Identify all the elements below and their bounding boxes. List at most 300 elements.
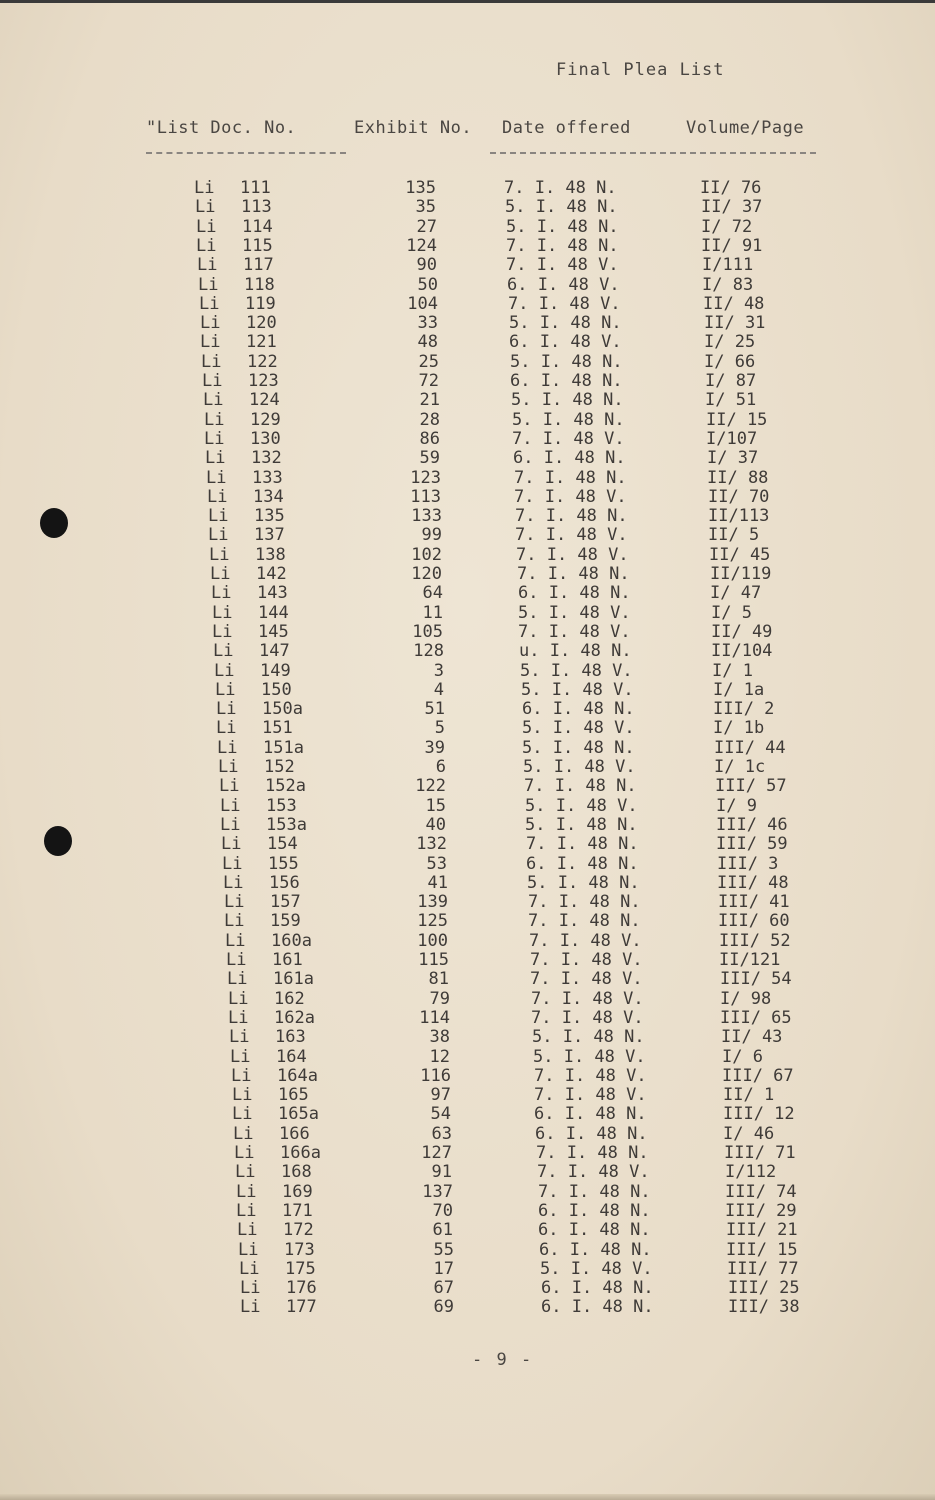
row-volume-page: II/121 — [719, 950, 781, 970]
table-row — [0, 699, 935, 718]
row-date-offered: 7. I. 48 V. — [537, 1162, 650, 1183]
row-exhibit-no: 105 — [412, 621, 443, 642]
row-date-offered: 5. I. 48 N. — [505, 197, 618, 218]
page-title: Final Plea List — [556, 60, 725, 80]
row-prefix: Li — [224, 892, 245, 913]
row-date-offered: 7. I. 48 V. — [534, 1065, 647, 1086]
row-exhibit-no: 120 — [411, 564, 442, 584]
row-date-offered: 6. I. 48 V. — [507, 274, 620, 295]
row-prefix: Li — [226, 950, 247, 970]
table-row — [0, 1085, 935, 1104]
row-volume-page: II/ 45 — [709, 544, 771, 565]
row-prefix: Li — [225, 930, 246, 951]
row-date-offered: 6. I. 48 N. — [526, 853, 639, 874]
table-row — [0, 622, 935, 641]
row-prefix: Li — [228, 1007, 249, 1028]
row-date-offered: 5. I. 48 V. — [522, 718, 635, 739]
row-doc-no: 137 — [254, 525, 285, 546]
row-exhibit-no: 127 — [421, 1143, 452, 1163]
row-date-offered: 7. I. 48 V. — [506, 255, 619, 276]
row-doc-no: 154 — [267, 834, 298, 855]
row-prefix: Li — [209, 544, 230, 565]
row-date-offered: 5. I. 48 N. — [509, 313, 622, 334]
row-volume-page: II/ 1 — [723, 1085, 775, 1106]
row-prefix: Li — [231, 1065, 252, 1086]
row-exhibit-no: 3 — [433, 660, 444, 681]
row-doc-no: 162a — [274, 1007, 315, 1028]
row-volume-page: III/ 65 — [720, 1007, 792, 1028]
table-row — [0, 410, 935, 429]
row-exhibit-no: 133 — [411, 506, 442, 527]
row-exhibit-no: 41 — [427, 872, 448, 893]
row-prefix: Li — [235, 1162, 256, 1183]
row-doc-no: 130 — [250, 428, 281, 449]
row-doc-no: 165 — [278, 1085, 309, 1106]
row-date-offered: 7. I. 48 N. — [514, 467, 627, 488]
row-prefix: Li — [208, 506, 229, 527]
table-row — [0, 448, 935, 467]
table-row — [0, 892, 935, 911]
table-row — [0, 1297, 935, 1316]
row-date-offered: 5. I. 48 N. — [525, 814, 638, 835]
table-row — [0, 390, 935, 409]
row-doc-no: 156 — [269, 872, 300, 893]
table-row — [0, 854, 935, 873]
row-date-offered: 7. I. 48 N. — [538, 1181, 651, 1202]
row-prefix: Li — [232, 1085, 253, 1106]
row-exhibit-no: 132 — [416, 834, 447, 855]
row-exhibit-no: 21 — [419, 390, 440, 411]
row-prefix: Li — [224, 911, 245, 932]
table-row — [0, 468, 935, 487]
table-row — [0, 1066, 935, 1085]
row-doc-no: 152 — [264, 757, 295, 777]
row-exhibit-no: 59 — [419, 448, 440, 469]
table-row — [0, 313, 935, 332]
table-row — [0, 969, 935, 988]
row-prefix: Li — [205, 448, 226, 469]
row-exhibit-no: 91 — [431, 1162, 452, 1183]
row-volume-page: III/ 71 — [724, 1143, 796, 1163]
row-prefix: Li — [240, 1297, 261, 1318]
row-prefix: Li — [202, 371, 223, 391]
header-exhibit-no: Exhibit No. — [354, 118, 473, 138]
row-volume-page: I/ 51 — [705, 390, 757, 411]
row-volume-page: III/ 15 — [726, 1239, 798, 1260]
row-date-offered: 5. I. 48 V. — [533, 1046, 646, 1067]
row-doc-no: 134 — [253, 486, 284, 507]
row-volume-page: III/ 46 — [716, 814, 788, 835]
row-volume-page: III/ 12 — [723, 1104, 795, 1125]
table-row — [0, 1008, 935, 1027]
table-row — [0, 275, 935, 294]
row-doc-no: 138 — [255, 544, 286, 565]
row-date-offered: 6. I. 48 N. — [538, 1200, 651, 1221]
table-row — [0, 525, 935, 544]
row-prefix: Li — [195, 197, 216, 218]
row-doc-no: 166a — [280, 1143, 321, 1163]
row-date-offered: 5. I. 48 V. — [521, 679, 634, 700]
row-doc-no: 132 — [251, 448, 282, 469]
row-date-offered: 7. I. 48 N. — [528, 911, 641, 932]
row-date-offered: 6. I. 48 N. — [513, 448, 626, 469]
row-doc-no: 150 — [261, 679, 292, 700]
row-volume-page: III/ 60 — [718, 911, 790, 932]
row-exhibit-no: 90 — [416, 255, 437, 276]
table-row — [0, 1182, 935, 1201]
row-doc-no: 121 — [246, 332, 277, 353]
table-row — [0, 1220, 935, 1239]
row-volume-page: I/ 83 — [702, 274, 754, 295]
row-date-offered: 7. I. 48 V. — [512, 428, 625, 449]
row-prefix: Li — [204, 428, 225, 449]
row-date-offered: 6. I. 48 N. — [538, 1220, 651, 1241]
row-volume-page: I/ 47 — [710, 583, 762, 604]
row-date-offered: 7. I. 48 N. — [504, 178, 617, 198]
row-volume-page: I/ 98 — [720, 988, 772, 1009]
row-exhibit-no: 48 — [417, 332, 438, 353]
table-row — [0, 429, 935, 448]
row-exhibit-no: 12 — [429, 1046, 450, 1067]
row-exhibit-no: 104 — [407, 293, 438, 314]
row-exhibit-no: 79 — [429, 988, 450, 1009]
row-doc-no: 119 — [245, 293, 276, 314]
row-doc-no: 114 — [242, 216, 273, 237]
table-row — [0, 738, 935, 757]
row-doc-no: 175 — [285, 1258, 316, 1279]
row-prefix: Li — [214, 660, 235, 681]
header-list-doc-no: "List Doc. No. — [146, 118, 297, 138]
row-prefix: Li — [198, 274, 219, 295]
row-prefix: Li — [204, 409, 225, 430]
row-exhibit-no: 54 — [430, 1104, 451, 1125]
row-prefix: Li — [227, 969, 248, 990]
row-prefix: Li — [230, 1046, 251, 1067]
row-date-offered: 6. I. 48 N. — [541, 1278, 654, 1299]
row-doc-no: 173 — [284, 1239, 315, 1260]
row-volume-page: I/ 25 — [704, 332, 756, 353]
row-doc-no: 152a — [265, 776, 306, 797]
row-volume-page: I/ 66 — [704, 351, 756, 372]
row-date-offered: 5. I. 48 V. — [520, 660, 633, 681]
table-row — [0, 776, 935, 795]
row-exhibit-no: 139 — [417, 892, 448, 913]
row-exhibit-no: 51 — [424, 699, 445, 720]
row-prefix: Li — [222, 853, 243, 874]
row-exhibit-no: 33 — [417, 313, 438, 334]
row-prefix: Li — [236, 1181, 257, 1202]
row-prefix: Li — [196, 235, 217, 256]
table-row — [0, 583, 935, 602]
row-volume-page: II/119 — [710, 564, 772, 584]
row-doc-no: 172 — [283, 1220, 314, 1241]
row-prefix: Li — [194, 178, 215, 198]
row-doc-no: 149 — [260, 660, 291, 681]
row-exhibit-no: 72 — [418, 371, 439, 391]
row-exhibit-no: 15 — [425, 795, 446, 816]
table-row — [0, 294, 935, 313]
row-volume-page: I/ 1c — [714, 757, 766, 777]
row-date-offered: 6. I. 48 N. — [541, 1297, 654, 1318]
row-exhibit-no: 100 — [417, 930, 448, 951]
row-prefix: Li — [228, 988, 249, 1009]
table-row — [0, 1104, 935, 1123]
row-date-offered: 7. I. 48 V. — [530, 950, 643, 970]
row-doc-no: 118 — [244, 274, 275, 295]
row-exhibit-no: 113 — [410, 486, 441, 507]
row-volume-page: I/112 — [725, 1162, 777, 1183]
row-doc-no: 145 — [258, 621, 289, 642]
table-row — [0, 1278, 935, 1297]
row-volume-page: III/ 74 — [725, 1181, 797, 1202]
row-doc-no: 157 — [270, 892, 301, 913]
header-rule-left — [146, 152, 346, 154]
row-doc-no: 113 — [241, 197, 272, 218]
row-date-offered: 5. I. 48 N. — [510, 351, 623, 372]
row-prefix: Li — [208, 525, 229, 546]
row-volume-page: I/ 6 — [722, 1046, 763, 1067]
row-date-offered: 7. I. 48 N. — [524, 776, 637, 797]
row-exhibit-no: 40 — [425, 814, 446, 835]
row-volume-page: II/ 88 — [707, 467, 769, 488]
row-prefix: Li — [212, 602, 233, 623]
row-exhibit-no: 69 — [433, 1297, 454, 1318]
row-volume-page: III/ 54 — [720, 969, 792, 990]
row-volume-page: I/ 37 — [707, 448, 759, 469]
table-row — [0, 931, 935, 950]
row-prefix: Li — [201, 351, 222, 372]
row-date-offered: 5. I. 48 V. — [523, 757, 636, 777]
row-date-offered: 5. I. 48 V. — [525, 795, 638, 816]
row-prefix: Li — [216, 699, 237, 720]
row-doc-no: 161a — [273, 969, 314, 990]
row-prefix: Li — [238, 1239, 259, 1260]
row-volume-page: III/ 48 — [717, 872, 789, 893]
table-row — [0, 371, 935, 390]
row-doc-no: 120 — [246, 313, 277, 334]
table-row — [0, 178, 935, 197]
row-prefix: Li — [223, 872, 244, 893]
row-exhibit-no: 4 — [433, 679, 444, 700]
row-exhibit-no: 53 — [426, 853, 447, 874]
row-prefix: Li — [234, 1143, 255, 1163]
row-volume-page: III/ 44 — [714, 737, 786, 758]
table-row — [0, 236, 935, 255]
row-prefix: Li — [220, 814, 241, 835]
row-date-offered: 5. I. 48 N. — [512, 409, 625, 430]
row-doc-no: 150a — [262, 699, 303, 720]
row-volume-page: I/ 1a — [713, 679, 765, 700]
row-doc-no: 142 — [256, 564, 287, 584]
row-exhibit-no: 97 — [430, 1085, 451, 1106]
table-row — [0, 718, 935, 737]
row-prefix: Li — [199, 293, 220, 314]
row-doc-no: 124 — [249, 390, 280, 411]
row-volume-page: III/ 21 — [726, 1220, 798, 1241]
row-exhibit-no: 55 — [433, 1239, 454, 1260]
row-prefix: Li — [203, 390, 224, 411]
row-volume-page: III/ 41 — [718, 892, 790, 913]
row-prefix: Li — [200, 332, 221, 353]
table-row — [0, 1027, 935, 1046]
row-exhibit-no: 124 — [406, 235, 437, 256]
row-doc-no: 147 — [259, 641, 290, 662]
row-volume-page: II/104 — [711, 641, 773, 662]
row-date-offered: 7. I. 48 V. — [508, 293, 621, 314]
row-doc-no: 161 — [272, 950, 303, 970]
row-date-offered: 5. I. 48 V. — [540, 1258, 653, 1279]
table-row — [0, 873, 935, 892]
row-exhibit-no: 27 — [416, 216, 437, 237]
row-date-offered: 5. I. 48 N. — [532, 1027, 645, 1048]
row-date-offered: 7. I. 48 V. — [516, 544, 629, 565]
row-doc-no: 151 — [262, 718, 293, 739]
row-date-offered: 7. I. 48 V. — [529, 930, 642, 951]
row-prefix: Li — [197, 255, 218, 276]
row-date-offered: 7. I. 48 V. — [515, 525, 628, 546]
row-exhibit-no: 67 — [433, 1278, 454, 1299]
row-prefix: Li — [200, 313, 221, 334]
row-volume-page: II/ 49 — [711, 621, 773, 642]
row-prefix: Li — [239, 1258, 260, 1279]
row-prefix: Li — [233, 1123, 254, 1144]
table-row — [0, 545, 935, 564]
row-doc-no: 122 — [247, 351, 278, 372]
table-row — [0, 564, 935, 583]
row-date-offered: 6. I. 48 N. — [522, 699, 635, 720]
row-exhibit-no: 25 — [418, 351, 439, 372]
row-prefix: Li — [219, 776, 240, 797]
row-exhibit-no: 81 — [428, 969, 449, 990]
row-doc-no: 117 — [243, 255, 274, 276]
scan-top-edge — [0, 0, 935, 3]
row-date-offered: 6. I. 48 N. — [535, 1123, 648, 1144]
row-prefix: Li — [216, 718, 237, 739]
row-date-offered: 7. I. 48 N. — [536, 1143, 649, 1163]
row-doc-no: 171 — [282, 1200, 313, 1221]
row-volume-page: III/ 2 — [713, 699, 775, 720]
row-doc-no: 177 — [286, 1297, 317, 1318]
row-date-offered: 5. I. 48 N. — [506, 216, 619, 237]
row-exhibit-no: 128 — [413, 641, 444, 662]
row-doc-no: 155 — [268, 853, 299, 874]
table-row — [0, 950, 935, 969]
row-doc-no: 153a — [266, 814, 307, 835]
row-doc-no: 123 — [248, 371, 279, 391]
row-volume-page: I/111 — [702, 255, 754, 276]
row-volume-page: II/ 15 — [706, 409, 768, 430]
row-prefix: Li — [196, 216, 217, 237]
row-volume-page: II/ 37 — [701, 197, 763, 218]
header-volume-page: Volume/Page — [686, 118, 805, 138]
row-volume-page: I/ 46 — [723, 1123, 775, 1144]
table-row — [0, 1240, 935, 1259]
row-volume-page: II/113 — [708, 506, 770, 527]
row-date-offered: 5. I. 48 N. — [511, 390, 624, 411]
row-prefix: Li — [232, 1104, 253, 1125]
row-volume-page: I/ 5 — [711, 602, 752, 623]
table-row — [0, 487, 935, 506]
row-date-offered: 5. I. 48 N. — [522, 737, 635, 758]
row-volume-page: I/ 1 — [712, 660, 753, 681]
row-prefix: Li — [236, 1200, 257, 1221]
row-date-offered: 7. I. 48 N. — [515, 506, 628, 527]
row-doc-no: 165a — [278, 1104, 319, 1125]
row-exhibit-no: 114 — [419, 1007, 450, 1028]
row-date-offered: 6. I. 48 N. — [510, 371, 623, 391]
row-prefix: Li — [210, 564, 231, 584]
row-date-offered: 7. I. 48 V. — [531, 988, 644, 1009]
row-date-offered: 7. I. 48 N. — [517, 564, 630, 584]
row-volume-page: II/ 48 — [703, 293, 765, 314]
row-date-offered: 7. I. 48 V. — [531, 1007, 644, 1028]
row-date-offered: u. I. 48 N. — [519, 641, 632, 662]
row-volume-page: I/107 — [706, 428, 758, 449]
row-date-offered: 6. I. 48 N. — [534, 1104, 647, 1125]
page-number: - 9 - — [472, 1350, 534, 1370]
row-prefix: Li — [212, 621, 233, 642]
row-doc-no: 153 — [266, 795, 297, 816]
row-doc-no: 135 — [254, 506, 285, 527]
row-date-offered: 7. I. 48 V. — [514, 486, 627, 507]
row-volume-page: III/ 67 — [722, 1065, 794, 1086]
row-date-offered: 7. I. 48 N. — [528, 892, 641, 913]
table-row — [0, 1259, 935, 1278]
table-row — [0, 603, 935, 622]
row-volume-page: II/ 5 — [708, 525, 760, 546]
row-exhibit-no: 17 — [433, 1258, 454, 1279]
row-exhibit-no: 35 — [415, 197, 436, 218]
row-exhibit-no: 123 — [410, 467, 441, 488]
table-row — [0, 506, 935, 525]
row-prefix: Li — [229, 1027, 250, 1048]
row-exhibit-no: 11 — [422, 602, 443, 623]
scan-bottom-edge — [0, 1494, 935, 1500]
table-row — [0, 1162, 935, 1181]
row-exhibit-no: 38 — [429, 1027, 450, 1048]
row-prefix: Li — [221, 834, 242, 855]
row-exhibit-no: 102 — [411, 544, 442, 565]
row-exhibit-no: 116 — [420, 1065, 451, 1086]
row-doc-no: 151a — [263, 737, 304, 758]
table-row — [0, 680, 935, 699]
row-doc-no: 169 — [282, 1181, 313, 1202]
row-volume-page: III/ 3 — [717, 853, 779, 874]
row-prefix: Li — [220, 795, 241, 816]
row-exhibit-no: 28 — [419, 409, 440, 430]
table-row — [0, 1143, 935, 1162]
row-volume-page: II/ 76 — [700, 178, 762, 198]
table-row — [0, 332, 935, 351]
table-row — [0, 641, 935, 660]
row-volume-page: III/ 57 — [715, 776, 787, 797]
row-prefix: Li — [217, 737, 238, 758]
table-row — [0, 834, 935, 853]
row-date-offered: 5. I. 48 V. — [518, 602, 631, 623]
header-date-offered: Date offered — [502, 118, 631, 138]
row-doc-no: 111 — [240, 178, 271, 198]
row-exhibit-no: 86 — [419, 428, 440, 449]
row-volume-page: I/ 9 — [716, 795, 757, 816]
row-date-offered: 7. I. 48 V. — [534, 1085, 647, 1106]
row-date-offered: 6. I. 48 V. — [509, 332, 622, 353]
header-rule-right — [490, 152, 816, 154]
row-doc-no: 160a — [271, 930, 312, 951]
row-prefix: Li — [207, 486, 228, 507]
row-doc-no: 166 — [279, 1123, 310, 1144]
row-exhibit-no: 135 — [405, 178, 436, 198]
row-exhibit-no: 39 — [424, 737, 445, 758]
